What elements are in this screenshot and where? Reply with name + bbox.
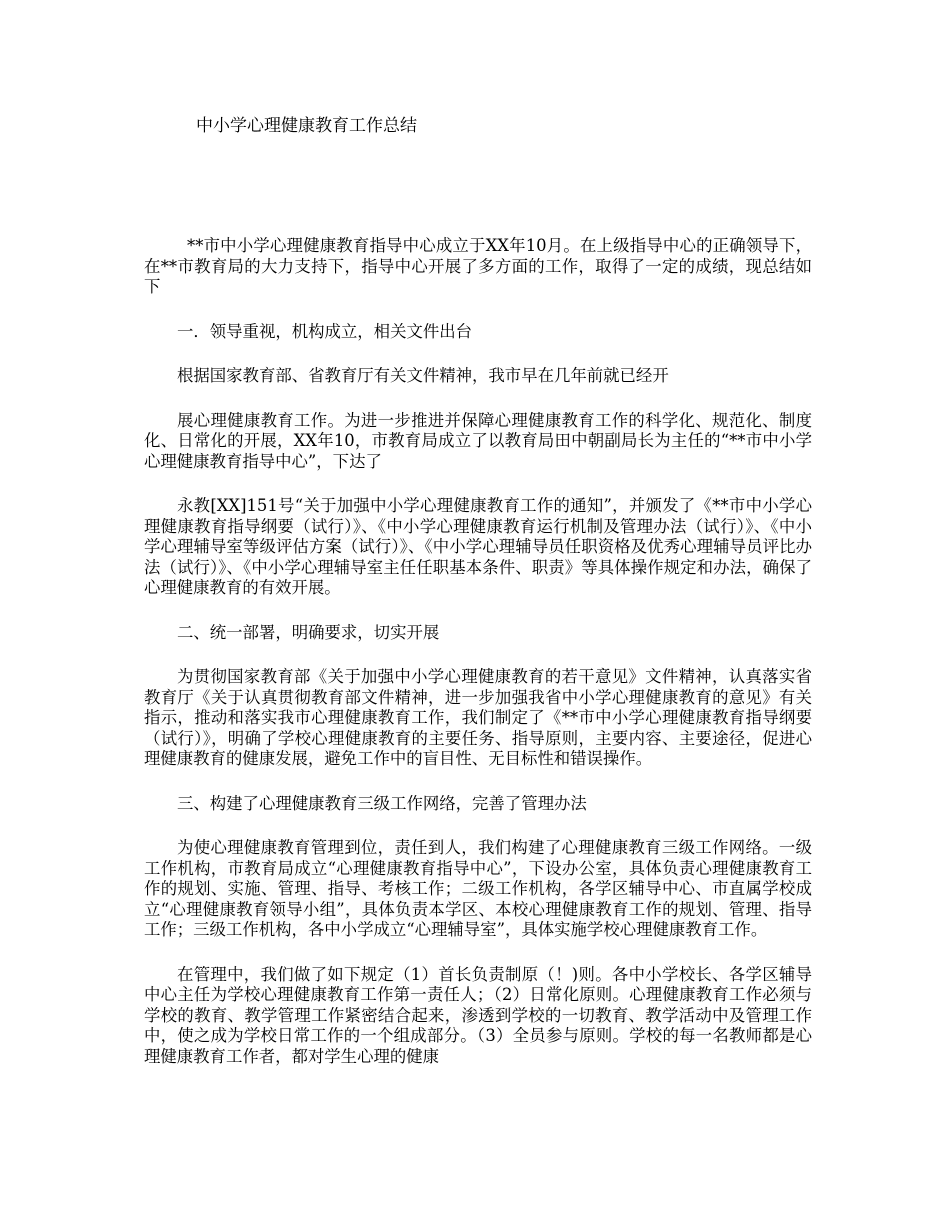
paragraph: 永教[XX]151号“关于加强中小学心理健康教育工作的通知”，并颁发了《**市中小学心理健康教育指导纲要（试行）》、《中小学心理健康教育运行机制及管理办法（试行）》、《中小学心理辅导室等级评估方案（试行）》、《中小学心理辅导员任职资格及优秀心理辅导员评比办法（试行）》、《中小学心理辅导室主任任职基本条件、职责》等具体操作规定和办法，确保了心理健康教育的有效开展。: [144, 496, 812, 597]
paragraph: 根据国家教育部、省教育厅有关文件精神，我市早在几年前就已经开: [177, 366, 669, 385]
paragraph: 为贯彻国家教育部《关于加强中小学心理健康教育的若干意见》文件精神，认真落实省教育厅《关于认真贯彻教育部文件精神，进一步加强我省中小学心理健康教育的意见》有关指示，推动和落实我市心理健康教育工作，我们制定了《**市中小学心理健康教育指导纲要（试行）》，明确了学校心理健康教育的主要任务、指导原则，主要内容、主要途径，促进心理健康教育的健康发展，避免工作中的盲目性、无目标性和错误操作。: [144, 667, 812, 768]
document-body: [144, 236, 812, 1067]
paragraph: 为使心理健康教育管理到位，责任到人，我们构建了心理健康教育三级工作网络。一级工作机构，市教育局成立“心理健康教育指导中心”，下设办公室，具体负责心理健康教育工作的规划、实施、管理、指导、考核工作；二级工作机构，各学区辅导中心、市直属学校成立“心理健康教育领导小组”，具体负责本学区、本校心理健康教育工作的规划、管理、指导工作；三级工作机构，各中小学成立“心理辅导室”，具体实施学校心理健康教育工作。: [144, 838, 812, 939]
section-heading-2: 二、统一部署，明确要求，切实开展: [177, 622, 440, 642]
paragraph: 在管理中，我们做了如下规定（1）首长负责制原（！)则。各中小学校长、各学区辅导中心主任为学校心理健康教育工作第一责任人；（2）日常化原则。心理健康教育工作必须与学校的教育、教学管理工作紧密结合起来，渗透到学校的一切教育、教学活动中及管理工作中，使之成为学校日常工作的一个组成部分。（3）全员参与原则。学校的每一名教师都是心理健康教育工作者，都对学生心理的健康: [144, 964, 812, 1066]
document-title: 中小学心理健康教育工作总结: [196, 116, 417, 136]
paragraph: 展心理健康教育工作。为进一步推进并保障心理健康教育工作的科学化、规范化、制度化、日常化的开展，XX年10，市教育局成立了以教育局田中朝副局长为主任的“**市中小学心理健康教育指导中心”，下达了: [144, 410, 812, 471]
section-heading-1: 一．领导重视，机构成立，相关文件出台: [177, 321, 473, 341]
section-heading-3: 三、构建了心理健康教育三级工作网络，完善了管理办法: [177, 793, 587, 813]
intro-paragraph: **市中小学心理健康教育指导中心成立于XX年10月。在上级指导中心的正确领导下，在**市教育局的大力支持下，指导中心开展了多方面的工作，取得了一定的成绩，现总结如下: [144, 236, 812, 296]
